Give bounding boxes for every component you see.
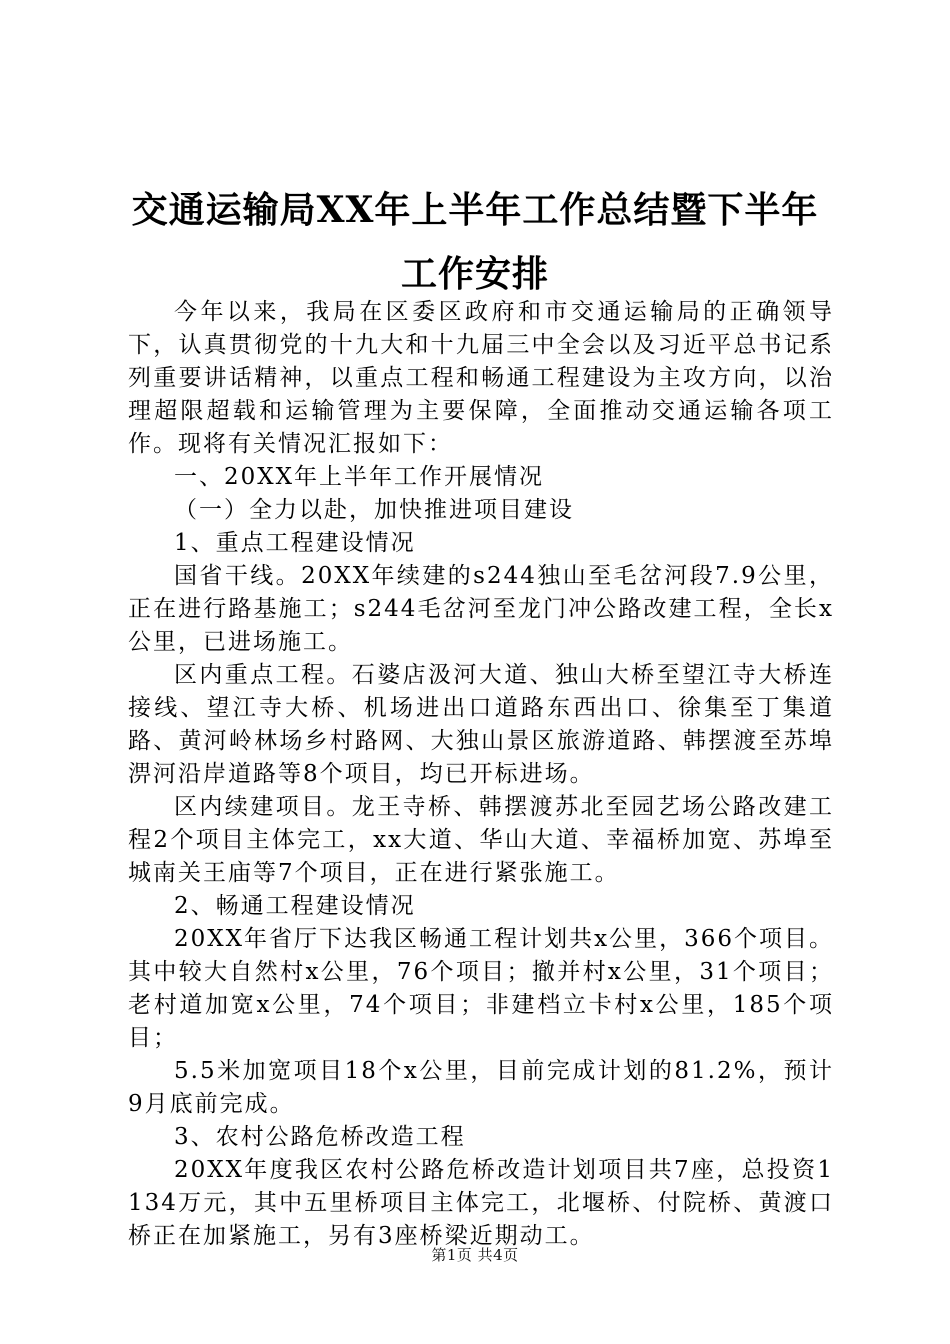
heading-item-1: 1、重点工程建设情况 [174,530,416,556]
document-body [128,296,834,1253]
heading-item-3: 3、农村公路危桥改造工程 [174,1124,466,1150]
paragraph-bridge-renovation: 20XX年度我区农村公路危桥改造计划项目共7座，总投资1134万元，其中五里桥项目主体完工，北堰桥、付院桥、黄渡口桥正在加紧施工，另有3座桥梁近期动工。 [128,1157,834,1249]
paragraph-national-provincial: 国省干线。20XX年续建的s244独山至毛岔河段7.9公里，正在进行路基施工；s244毛岔河至龙门冲公路改建工程，全长x公里，已进场施工。 [128,563,834,655]
document-title: 交通运输局XX年上半年工作总结暨下半年工作安排 [131,189,819,295]
paragraph-continued-projects: 区内续建项目。龙王寺桥、韩摆渡苏北至园艺场公路改建工程2个项目主体完工，xx大道、华山大道、幸福桥加宽、苏埠至城南关王庙等7个项目，正在进行紧张施工。 [128,794,834,886]
paragraph-smooth-project: 20XX年省厅下达我区畅通工程计划共x公里，366个项目。其中较大自然村x公里，76个项目；撤并村x公里，31个项目；老村道加宽x公里，74个项目；非建档立卡村x公里，185个项目； [128,926,834,1051]
heading-item-2: 2、畅通工程建设情况 [174,893,416,919]
paragraph-intro: 今年以来，我局在区委区政府和市交通运输局的正确领导下，认真贯彻党的十九大和十九届三中全会以及习近平总书记系列重要讲话精神，以重点工程和畅通工程建设为主攻方向，以治理超限超载和运输管理为主要保障，全面推动交通运输各项工作。现将有关情况汇报如下： [128,299,834,457]
heading-subsection-1: （一）全力以赴，加快推进项目建设 [174,497,574,523]
paragraph-key-projects: 区内重点工程。石婆店汲河大道、独山大桥至望江寺大桥连接线、望江寺大桥、机场进出口道路东西出口、徐集至丁集道路、黄河岭林场乡村路网、大独山景区旅游道路、韩摆渡至苏埠淠河沿岸道路等8个项目，均已开标进场。 [128,662,834,787]
page-footer: 第1页 共4页 [431,1246,519,1264]
heading-section-1: 一、20XX年上半年工作开展情况 [174,464,545,490]
paragraph-widening: 5.5米加宽项目18个x公里，目前完成计划的81.2%，预计9月底前完成。 [128,1058,834,1117]
